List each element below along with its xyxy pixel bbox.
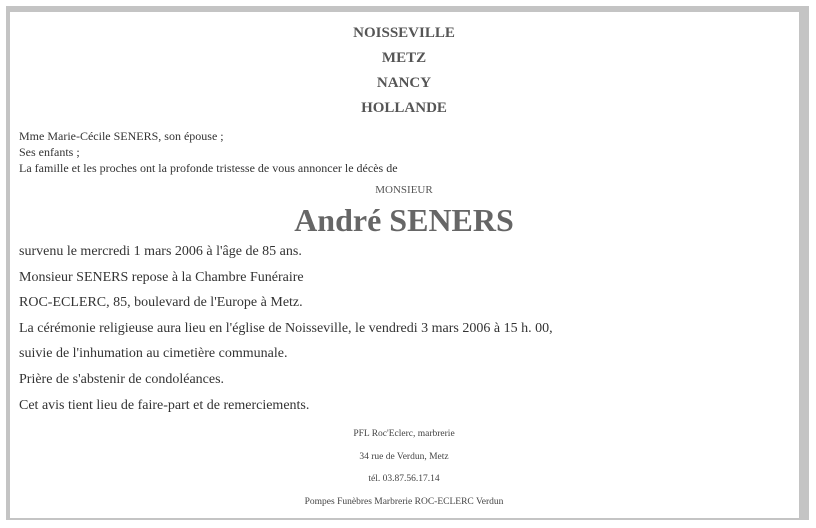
body-line: Cet avis tient lieu de faire-part et de remerciements. — [19, 397, 310, 413]
deceased-title: MONSIEUR — [375, 184, 433, 196]
body-line: Monsieur SENERS repose à la Chambre Funéraire — [19, 269, 304, 285]
body-line: ROC-ECLERC, 85, boulevard de l'Europe à Metz. — [19, 295, 303, 311]
body-line: La cérémonie religieuse aura lieu en l'église de Noisseville, le vendredi 3 mars 2006 à 15 h. 00, — [19, 320, 553, 336]
body-line: survenu le mercredi 1 mars 2006 à l'âge de 85 ans. — [19, 244, 302, 259]
obituary-notice — [19, 14, 789, 513]
frame-border-left — [6, 6, 10, 520]
intro-line: La famille et les proches ont la profonde tristesse de vous annoncer le décès de — [19, 161, 398, 175]
deceased-name: André SENERS — [294, 202, 514, 238]
city-heading: HOLLANDE — [361, 100, 447, 116]
footer-line: tél. 03.87.56.17.14 — [368, 474, 440, 485]
frame-border-top — [6, 6, 809, 12]
intro-line: Ses enfants ; — [19, 145, 80, 159]
intro-block — [19, 128, 789, 176]
body-line: suivie de l'inhumation au cimetière communale. — [19, 346, 288, 362]
city-heading: NANCY — [376, 75, 432, 91]
intro-line: Mme Marie-Cécile SENERS, son épouse ; — [19, 129, 224, 143]
footer-line: Pompes Funèbres Marbrerie ROC-ECLERC Verdun — [304, 496, 504, 507]
funeral-home-footer — [19, 423, 789, 513]
city-heading: NOISSEVILLE — [353, 25, 455, 41]
body-line: Prière de s'abstenir de condoléances. — [19, 371, 225, 387]
footer-line: 34 rue de Verdun, Metz — [359, 451, 449, 462]
notice-body — [19, 239, 789, 418]
footer-line: PFL Roc'Eclerc, marbrerie — [353, 429, 455, 440]
frame-border-bottom — [6, 518, 809, 520]
frame-border-right — [799, 6, 809, 520]
city-heading: METZ — [381, 50, 427, 66]
